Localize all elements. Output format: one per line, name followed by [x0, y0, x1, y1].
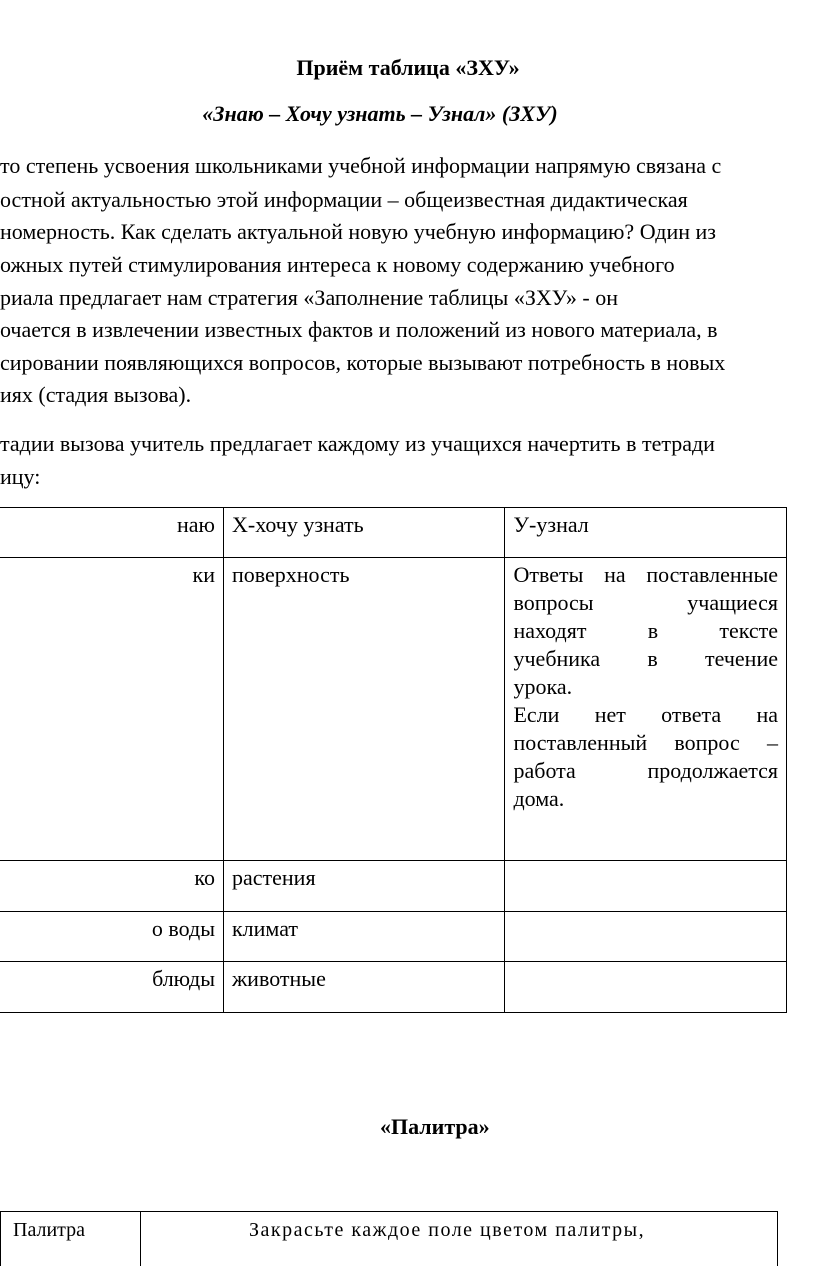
intro-line: иях (стадия вызова).: [0, 382, 192, 407]
cell-learned: [505, 861, 787, 912]
cell-learned: [505, 912, 787, 962]
table-header-row: [0, 508, 787, 558]
header-learned: У-узнал: [505, 508, 787, 558]
document-title: Приём таблица «ЗХУ»: [296, 55, 520, 80]
intro-line: номерность. Как сделать актуальной новую учебную информацию? Один из: [0, 219, 716, 244]
learned-line: Ответы на поставленные: [513, 562, 778, 587]
document-subtitle: «Знаю – Хочу узнать – Узнал» (ЗХУ): [202, 101, 558, 126]
intro-line: риала предлагает нам стратегия «Заполнение таблицы «ЗХУ» - он: [0, 285, 619, 310]
cell-learned: [505, 558, 787, 861]
palitra-heading: «Палитра»: [380, 1114, 490, 1139]
cell-want: поверхность: [223, 558, 505, 861]
cell-want: растения: [223, 861, 505, 912]
cell-want: климат: [223, 912, 505, 962]
intro-line: очается в извлечении известных фактов и положений из нового материала, в: [0, 317, 718, 342]
table-row: [0, 558, 787, 861]
table-row: [1, 1212, 778, 1266]
intro-line: ожных путей стимулирования интереса к новому содержанию учебного: [0, 252, 675, 277]
learned-line: Если нет ответа на: [513, 702, 778, 727]
palitra-label-cell: Палитра: [1, 1212, 141, 1266]
cell-know: ко: [0, 861, 223, 912]
learned-line: работа продолжается: [513, 758, 778, 783]
intro-line: остной актуальностью этой информации – общеизвестная дидактическая: [0, 187, 688, 212]
intro-line: сировании появляющихся вопросов, которые вызывают потребность в новых: [0, 350, 726, 375]
table-row: [0, 962, 787, 1013]
learned-line: вопросы учащиеся: [513, 590, 778, 615]
learned-line: учебника в течение: [513, 646, 778, 671]
cell-know: ки: [0, 558, 223, 861]
table-row: [0, 912, 787, 962]
cell-learned: [505, 962, 787, 1013]
palitra-instruction-cell: Закрасьте каждое поле цветом палитры,: [141, 1212, 778, 1266]
cell-want: животные: [223, 962, 505, 1013]
task-line: тадии вызова учитель предлагает каждому из учащихся начертить в тетради: [0, 431, 715, 456]
header-know: наю: [0, 508, 223, 558]
table-row: [0, 861, 787, 912]
palitra-table: [0, 1211, 778, 1266]
cell-know: блюды: [0, 962, 223, 1013]
header-want: Х-хочу узнать: [223, 508, 505, 558]
intro-line: то степень усвоения школьниками учебной информации напрямую связана с: [0, 153, 722, 178]
learned-line: поставленный вопрос –: [513, 730, 778, 755]
learned-line: урока.: [513, 674, 573, 699]
cell-know: о воды: [0, 912, 223, 962]
learned-line: находят в тексте: [513, 618, 778, 643]
learned-line: дома.: [513, 786, 565, 811]
task-line: ицу:: [0, 464, 41, 489]
zhu-table: [0, 507, 787, 1013]
